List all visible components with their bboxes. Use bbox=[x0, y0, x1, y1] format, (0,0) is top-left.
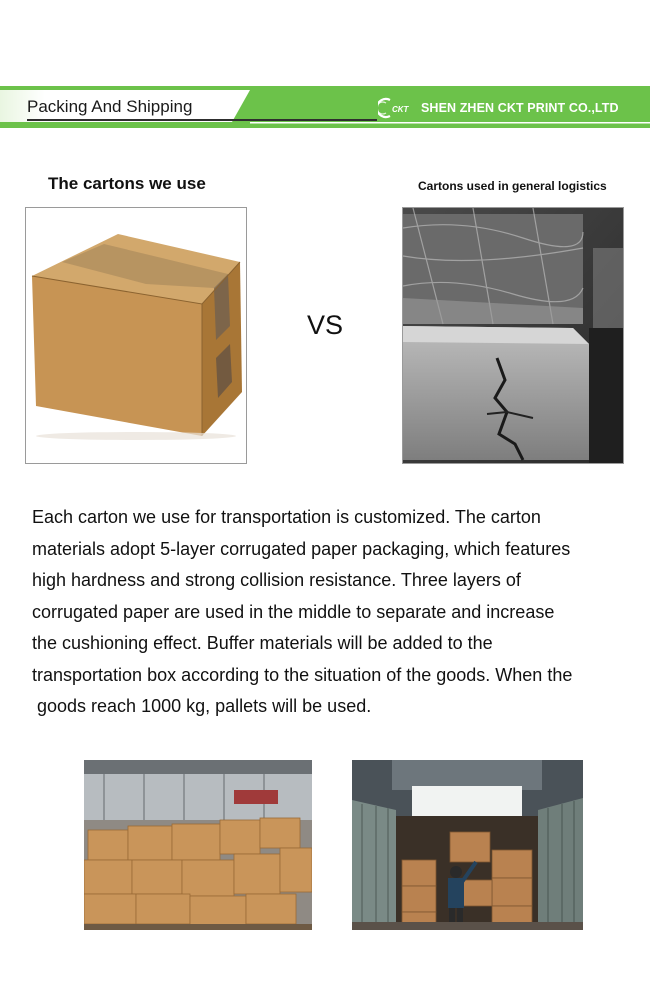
description-line: transportation box according to the situation of the goods. When the bbox=[32, 664, 573, 685]
company-branding bbox=[378, 94, 619, 122]
cardboard-box-image bbox=[26, 208, 246, 463]
page-title: Packing And Shipping bbox=[27, 97, 193, 116]
our-carton-photo bbox=[25, 207, 247, 464]
container-loading-photo bbox=[352, 760, 583, 930]
description-line: high hardness and strong collision resistance. Three layers of bbox=[32, 570, 521, 590]
description-line: the cushioning effect. Buffer materials will be added to the bbox=[32, 633, 493, 653]
container-loading-image bbox=[352, 760, 583, 930]
description-line: goods reach 1000 kg, pallets will be used. bbox=[32, 696, 372, 716]
packaging-description bbox=[32, 502, 632, 723]
general-carton-photo bbox=[402, 207, 624, 464]
general-cartons-heading: Cartons used in general logistics bbox=[418, 179, 607, 193]
description-line: materials adopt 5-layer corrugated paper packaging, which features bbox=[32, 538, 571, 559]
description-line: corrugated paper are used in the middle to separate and increase bbox=[32, 601, 555, 622]
warehouse-photo bbox=[84, 760, 312, 930]
our-cartons-heading: The cartons we use bbox=[48, 174, 206, 193]
description-line: Each carton we use for transportation is customized. The carton bbox=[32, 507, 541, 527]
damaged-carton-image bbox=[403, 208, 623, 463]
ckt-logo-icon bbox=[378, 97, 418, 119]
company-name: SHEN ZHEN CKT PRINT CO.,LTD bbox=[421, 101, 619, 115]
warehouse-cartons-image bbox=[84, 760, 312, 930]
logo-text: CKT bbox=[392, 105, 409, 114]
vs-label: VS bbox=[307, 310, 344, 340]
